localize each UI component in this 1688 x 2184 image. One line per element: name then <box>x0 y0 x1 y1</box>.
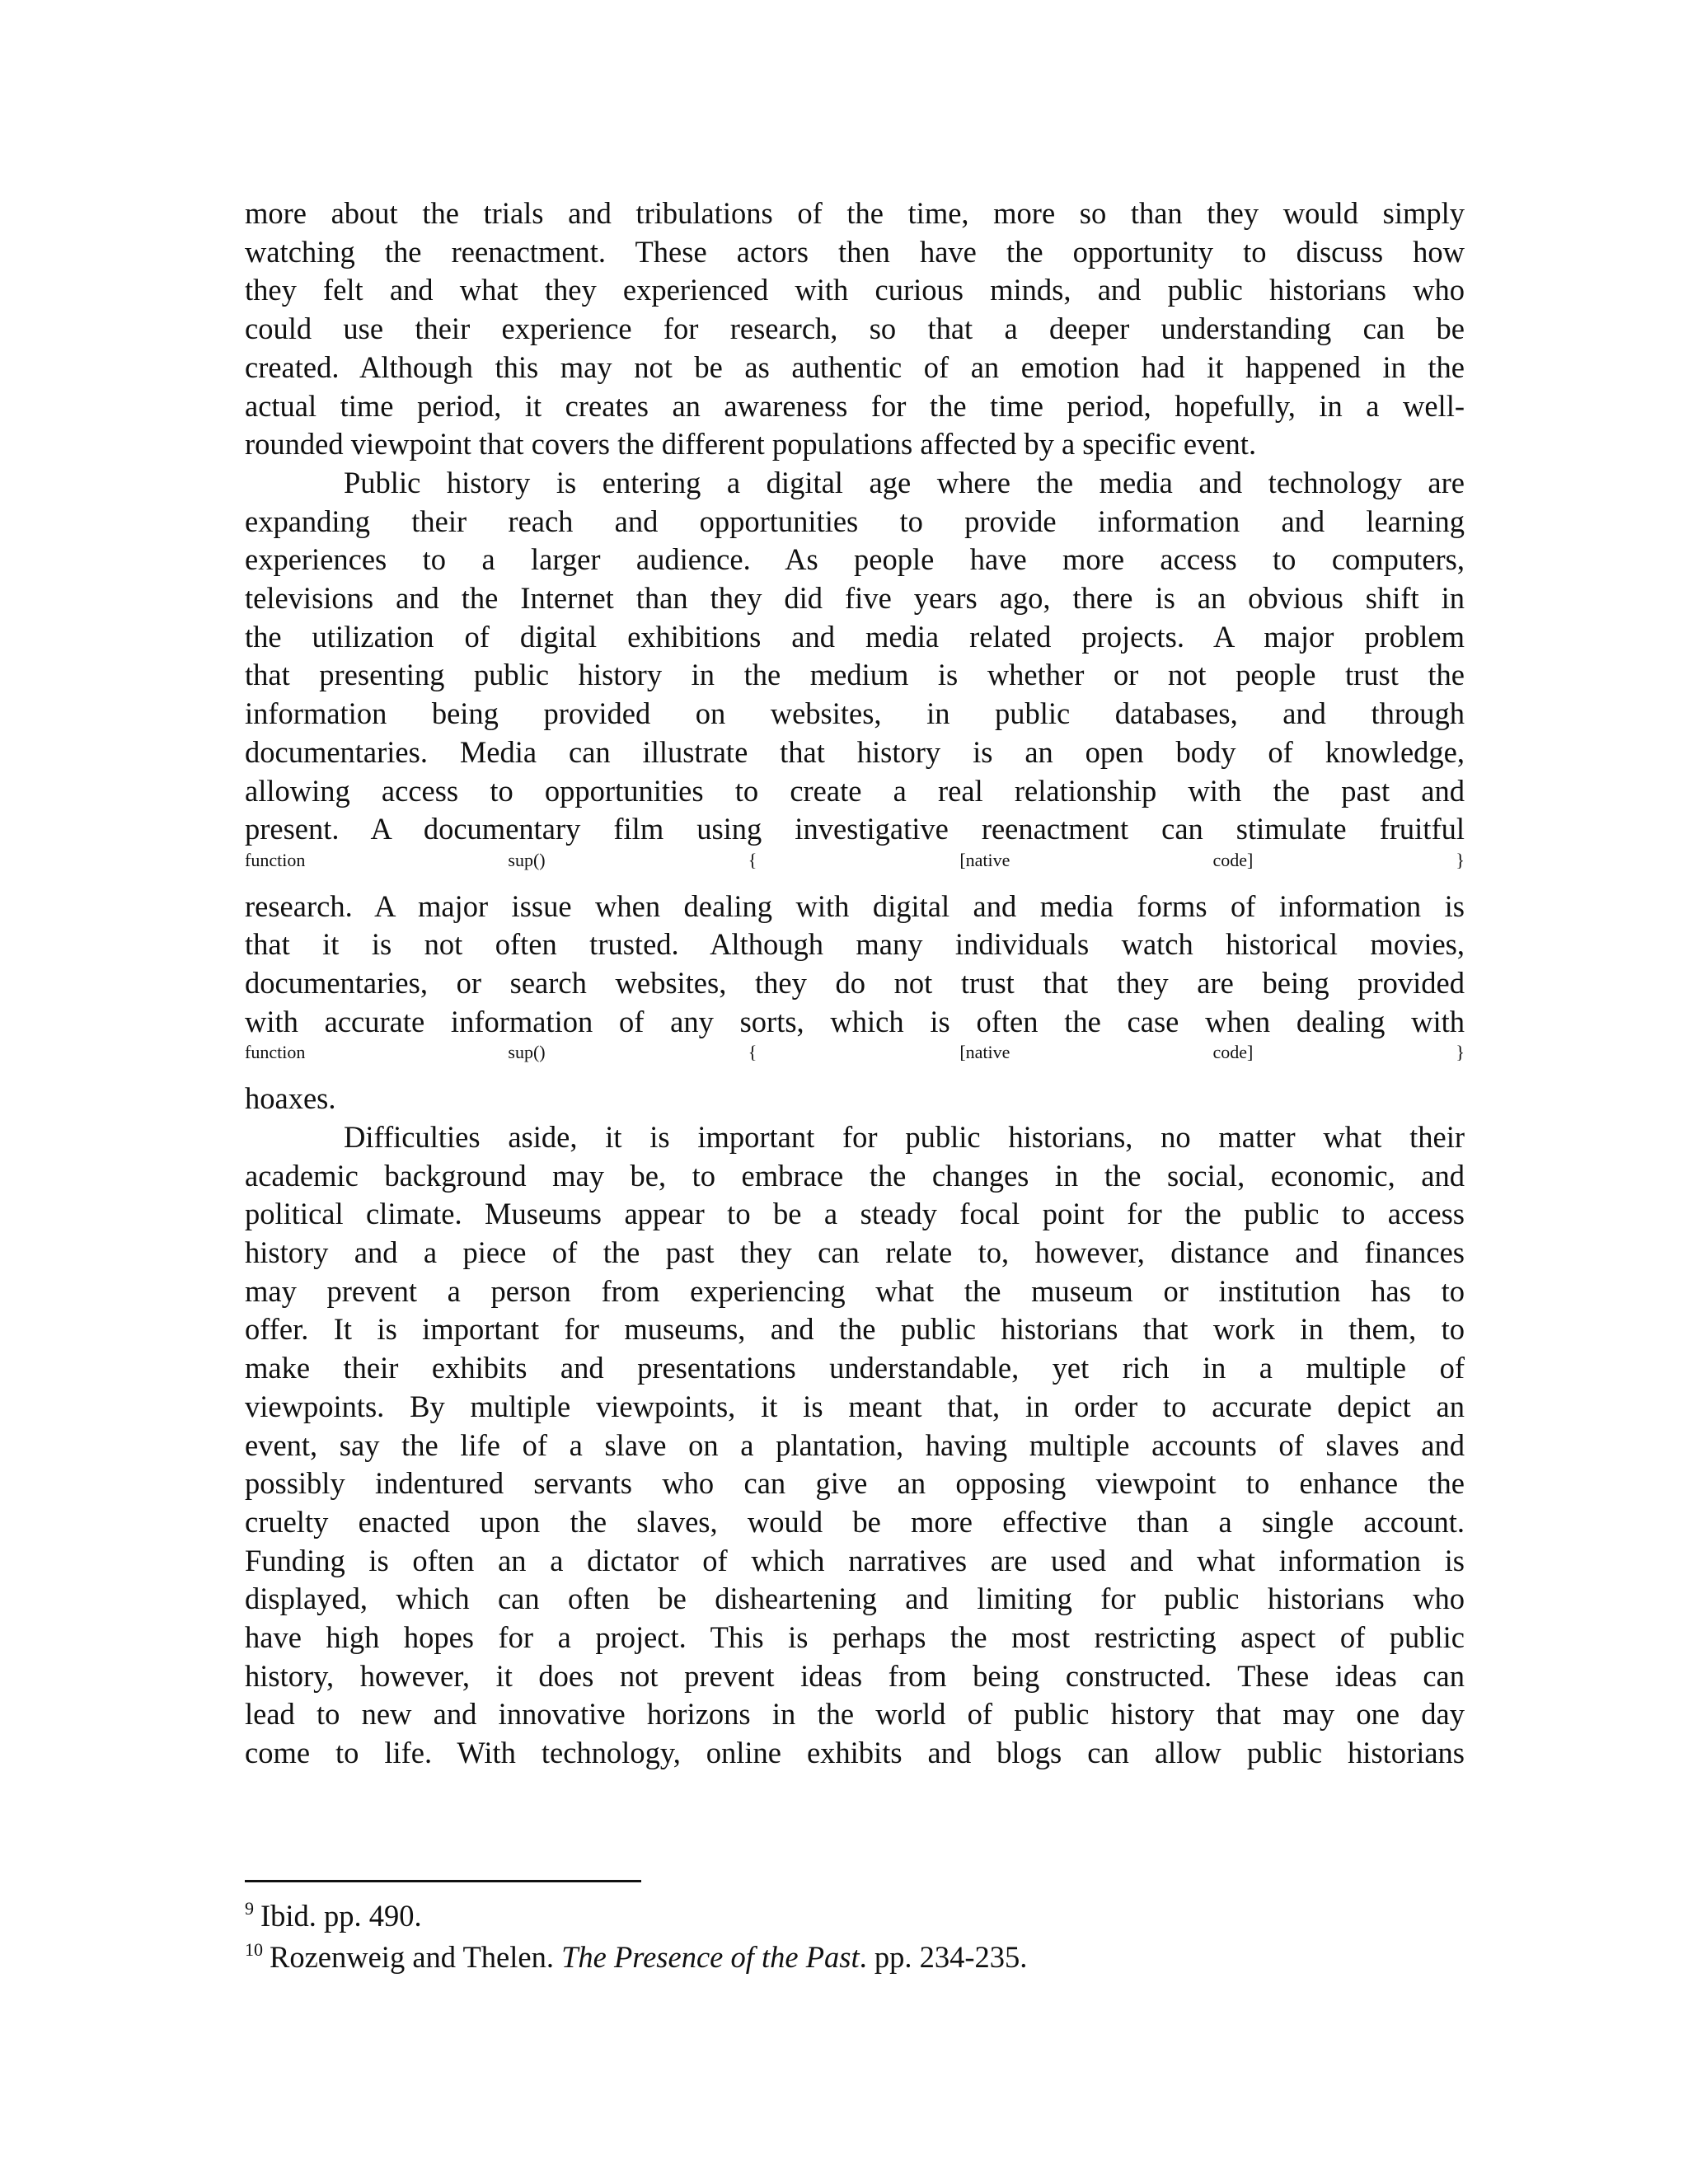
text-line <box>245 1041 1465 1080</box>
text-line: viewpoints. By multiple viewpoints, it is meant that, in order to accurate depict an <box>245 1389 1465 1423</box>
text-line: present. A documentary film using investigative reenactment can stimulate fruitful <box>245 812 1465 846</box>
paragraph <box>245 464 1465 1118</box>
text-line: that it is not often trusted. Although many individuals watch historical movies, <box>245 927 1465 962</box>
text-line: the utilization of digital exhibitions and media related projects. A major problem <box>245 619 1465 654</box>
paragraph <box>245 1118 1465 1773</box>
text-line: academic background may be, to embrace the changes in the social, economic, and <box>245 1158 1465 1193</box>
footnote-number: 10 <box>245 1939 263 1960</box>
text-line: political climate. Museums appear to be a steady focal point for the public to access <box>245 1197 1465 1231</box>
text-line: that presenting public history in the medium is whether or not people trust the <box>245 658 1465 692</box>
text-line: event, say the life of a slave on a plantation, having multiple accounts of slaves and <box>245 1427 1465 1462</box>
paragraph <box>245 194 1465 464</box>
text-line: Public history is entering a digital age where the media and technology are <box>344 465 1465 499</box>
footnote-divider <box>245 1880 641 1882</box>
text-line: with accurate information of any sorts, which is often the case when dealing with <box>245 1004 1465 1038</box>
text-line: documentaries. Media can illustrate that history is an open body of knowledge, <box>245 734 1465 769</box>
text-line: watching the reenactment. These actors then have the opportunity to discuss how <box>245 234 1465 269</box>
text-line <box>245 849 1465 888</box>
text-line: could use their experience for research, so that a deeper understanding can be <box>245 312 1465 346</box>
body-text <box>245 194 1465 1773</box>
text-line: hoaxes. <box>245 1081 336 1116</box>
text-line: lead to new and innovative horizons in the world of public history that may one day <box>245 1697 1465 1732</box>
text-line: come to life. With technology, online exhibits and blogs can allow public historians <box>245 1736 1465 1770</box>
text-line: rounded viewpoint that covers the different populations affected by a specific event. <box>245 427 1257 462</box>
text-line: research. A major issue when dealing with digital and media forms of information is <box>245 888 1465 923</box>
text-line: cruelty enacted upon the slaves, would be more effective than a single account. <box>245 1504 1465 1539</box>
text-line: experiences to a larger audience. As people have more access to computers, <box>245 542 1465 577</box>
text-line: they felt and what they experienced with curious minds, and public historians who <box>245 273 1465 307</box>
text-line: may prevent a person from experiencing what the museum or institution has to <box>245 1273 1465 1308</box>
text-line: actual time period, it creates an awareness for the time period, hopefully, in a well- <box>245 388 1465 423</box>
footnotes <box>245 1896 1465 1978</box>
text-line: offer. It is important for museums, and the public historians that work in them, to <box>245 1312 1465 1347</box>
footnote-number: 9 <box>245 1898 254 1919</box>
footnote-text: . pp. 234-235. <box>859 1940 1028 1974</box>
text-line: make their exhibits and presentations understandable, yet rich in a multiple of <box>245 1351 1465 1385</box>
text-line: Difficulties aside, it is important for public historians, no matter what their <box>344 1119 1465 1154</box>
footnote-text: Ibid. pp. 490. <box>260 1899 422 1933</box>
footnote-9 <box>245 1896 1465 1937</box>
footnote-text: Rozenweig and Thelen. <box>270 1940 562 1974</box>
footnote-reference: function sup() { [native code] } <box>245 849 1465 870</box>
text-line: documentaries, or search websites, they do not trust that they are being provided <box>245 966 1465 1001</box>
text-line: expanding their reach and opportunities to provide information and learning <box>245 504 1465 538</box>
text-line: information being provided on websites, in public databases, and through <box>245 696 1465 731</box>
footnote-reference: function sup() { [native code] } <box>245 1042 1465 1063</box>
text-line: possibly indentured servants who can give an opposing viewpoint to enhance the <box>245 1466 1465 1501</box>
footnote-10 <box>245 1937 1465 1978</box>
footnote-book-title: The Presence of the Past <box>561 1940 860 1974</box>
text-line: history and a piece of the past they can relate to, however, distance and finances <box>245 1235 1465 1269</box>
text-line: televisions and the Internet than they did five years ago, there is an obvious shift in <box>245 581 1465 616</box>
text-line: created. Although this may not be as authentic of an emotion had it happened in the <box>245 349 1465 384</box>
text-line: have high hopes for a project. This is perhaps the most restricting aspect of public <box>245 1620 1465 1655</box>
text-line: allowing access to opportunities to create a real relationship with the past and <box>245 773 1465 808</box>
text-line: history, however, it does not prevent ideas from being constructed. These ideas can <box>245 1658 1465 1693</box>
text-line: displayed, which can often be disheartening and limiting for public historians who <box>245 1582 1465 1616</box>
text-line: more about the trials and tribulations of the time, more so than they would simply <box>245 196 1465 230</box>
text-line: Funding is often an a dictator of which narratives are used and what information is <box>245 1543 1465 1577</box>
